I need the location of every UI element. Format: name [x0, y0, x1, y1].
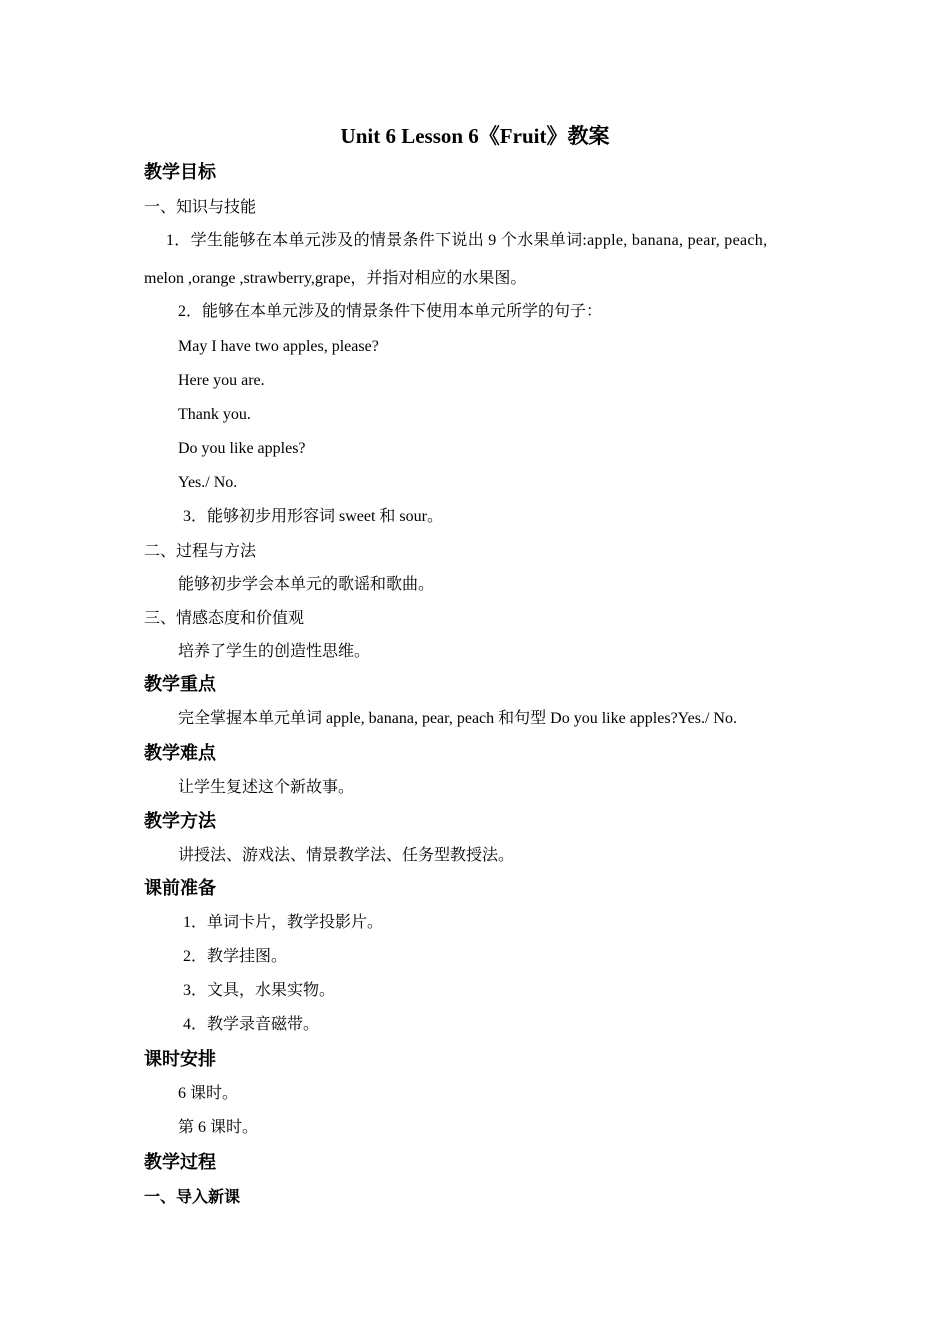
difficulties-text: 让学生复述这个新故事。	[178, 779, 355, 796]
preparation-item-1: 1．单词卡片，教学投影片。	[183, 914, 384, 931]
sentence-5: Yes./ No.	[178, 474, 238, 491]
methods-heading: 教学方法	[144, 811, 216, 832]
sentence-3: Thank you.	[178, 406, 251, 423]
process-heading: 教学过程	[144, 1152, 216, 1173]
process-subheading-1: 一、导入新课	[144, 1187, 241, 1206]
part3-label: 三、情感态度和价值观	[144, 610, 305, 627]
goal-item-1-line-1: 1．学生能够在本单元涉及的情景条件下说出 9 个水果单词:apple, banana, pear, peach,	[166, 232, 768, 249]
goal-item-2: 2．能够在本单元涉及的情景条件下使用本单元所学的句子：	[178, 303, 603, 320]
sentence-1: May I have two apples, please?	[178, 338, 379, 355]
key-points-heading: 教学重点	[144, 674, 216, 695]
schedule-line-2: 第 6 课时。	[178, 1119, 259, 1136]
sentence-2: Here you are.	[178, 372, 265, 389]
goal-item-3: 3．能够初步用形容词 sweet 和 sour。	[183, 508, 443, 525]
difficulties-heading: 教学难点	[144, 743, 216, 764]
preparation-item-2: 2．教学挂图。	[183, 948, 288, 965]
goal-item-1-line-2: melon ,orange ,strawberry,grape，并指对相应的水果图。	[144, 270, 527, 287]
schedule-line-1: 6 课时。	[178, 1085, 239, 1102]
part3-text: 培养了学生的创造性思维。	[178, 643, 371, 660]
preparation-heading: 课前准备	[144, 878, 216, 899]
goals-heading: 教学目标	[144, 162, 216, 183]
part1-label: 一、知识与技能	[144, 199, 257, 216]
part2-text: 能够初步学会本单元的歌谣和歌曲。	[178, 576, 435, 593]
preparation-item-3: 3．文具，水果实物。	[183, 982, 336, 999]
part2-label: 二、过程与方法	[144, 543, 257, 560]
schedule-heading: 课时安排	[144, 1049, 216, 1070]
sentence-4: Do you like apples?	[178, 440, 306, 457]
preparation-item-4: 4．教学录音磁带。	[183, 1016, 320, 1033]
document-title: Unit 6 Lesson 6《Fruit》教案	[340, 124, 610, 148]
key-points-text: 完全掌握本单元单词 apple, banana, pear, peach 和句型 Do you like apples?Yes./ No.	[178, 710, 737, 727]
methods-text: 讲授法、游戏法、情景教学法、任务型教授法。	[178, 847, 515, 864]
